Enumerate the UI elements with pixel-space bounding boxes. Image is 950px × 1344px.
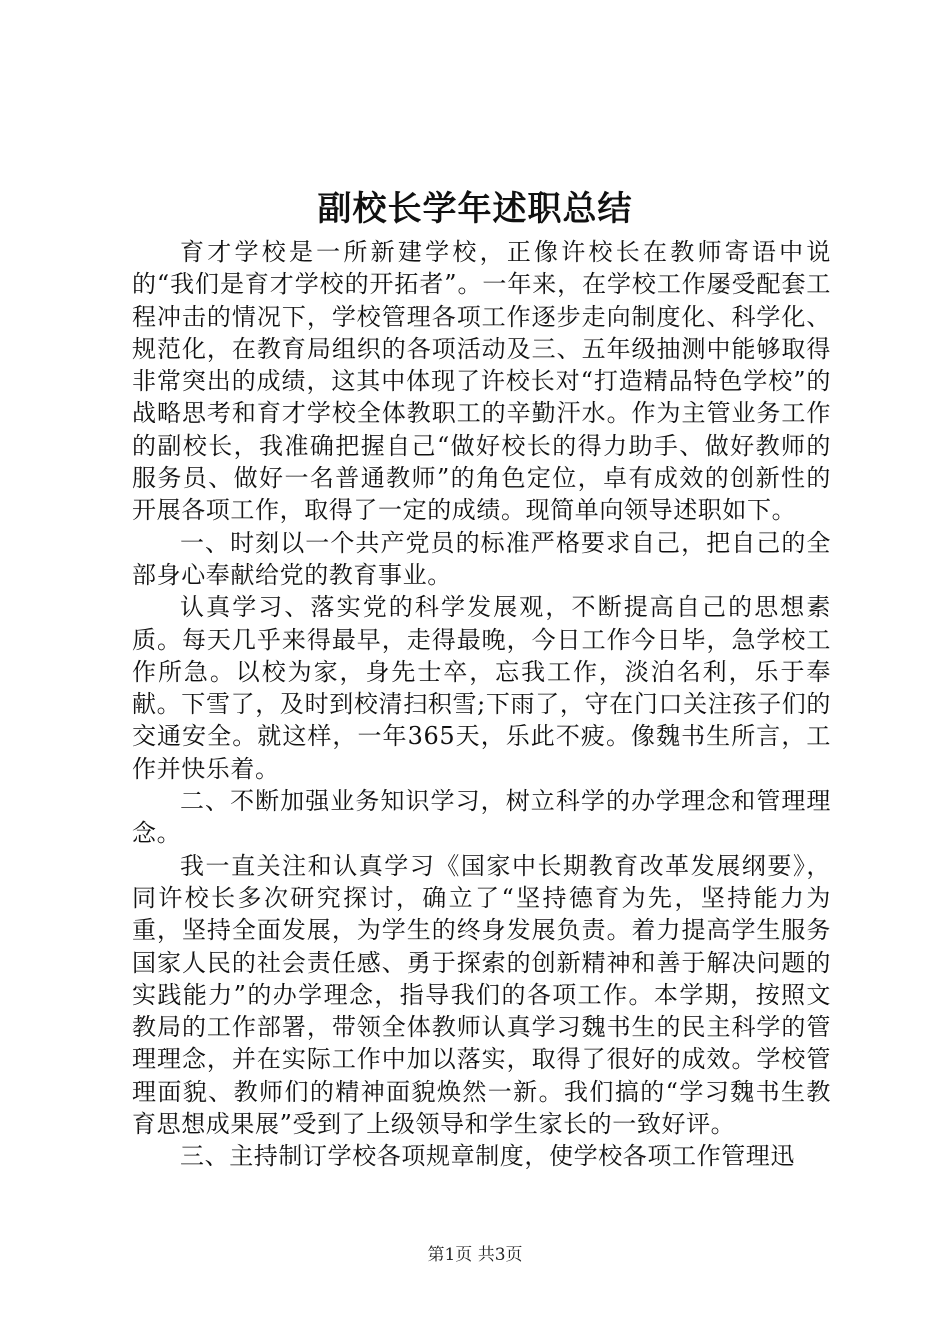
page-number-footer: 第1页 共3页 xyxy=(427,1245,523,1265)
paragraph-section-1: 认真学习、落实党的科学发展观，不断提高自己的思想素质。每天几乎来得最早，走得最晚，今日工作今日毕，急学校工作所急。以校为家，身先士卒，忘我工作，淡泊名利，乐于奉献。下雪了，及时到校清扫积雪;下雨了，守在门口关注孩子们的交通安全。就这样，一年365天，乐此不疲。像魏书生所言，工作并快乐着。 xyxy=(132,593,831,783)
paragraph-section-2: 我一直关注和认真学习《国家中长期教育改革发展纲要》，同许校长多次研究探讨，确立了“坚持德育为先，坚持能力为重，坚持全面发展，为学生的终身发展负责。着力提高学生服务国家人民的社会责任感、勇于探索的创新精神和善于解决问题的实践能力”的办学理念，指导我们的各项工作。本学期，按照文教局的工作部署，带领全体教师认真学习魏书生的民主科学的管理理念，并在实际工作中加以落实，取得了很好的成效。学校管理面貌、教师们的精神面貌焕然一新。我们搞的“学习魏书生教育思想成果展”受到了上级领导和学生家长的一致好评。 xyxy=(132,851,831,1139)
document-title: 副校长学年述职总结 xyxy=(317,189,633,229)
paragraph-intro: 育才学校是一所新建学校，正像许校长在教师寄语中说的“我们是育才学校的开拓者”。一年来，在学校工作屡受配套工程冲击的情况下，学校管理各项工作逐步走向制度化、科学化、规范化，在教育局组织的各项活动及三、五年级抽测中能够取得非常突出的成绩，这其中体现了许校长对“打造精品特色学校”的战略思考和育才学校全体教职工的辛勤汗水。作为主管业务工作的副校长，我准确把握自己“做好校长的得力助手、做好教师的服务员、做好一名普通教师”的角色定位，卓有成效的创新性的开展各项工作，取得了一定的成绩。现简单向领导述职如下。 xyxy=(132,238,831,525)
section-heading-2: 二、不断加强业务知识学习，树立科学的办学理念和管理理念。 xyxy=(132,787,831,848)
section-heading-3: 三、主持制订学校各项规章制度，使学校各项工作管理迅 xyxy=(180,1142,795,1171)
document-body xyxy=(132,236,831,1173)
section-heading-1: 一、时刻以一个共产党员的标准严格要求自己，把自己的全部身心奉献给党的教育事业。 xyxy=(132,528,831,589)
